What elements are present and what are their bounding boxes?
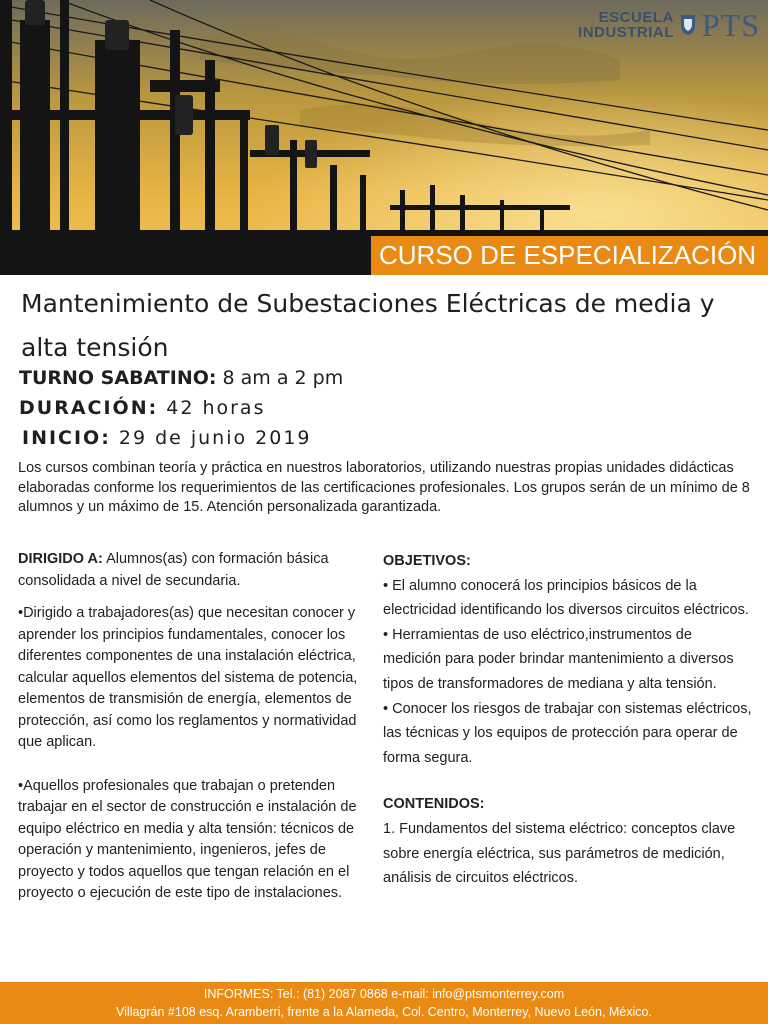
logo-line-industrial: INDUSTRIAL xyxy=(578,24,674,41)
shield-icon xyxy=(680,14,696,36)
schedule-inicio xyxy=(22,427,312,449)
duracion-value: 42 horas xyxy=(158,397,266,419)
contenido-item-1: 1. Fundamentos del sistema eléctrico: conceptos clave sobre energía eléctrica, sus parámetros de medición, análisis de circuitos eléctricos. xyxy=(383,820,736,887)
schedule-duracion xyxy=(19,397,265,419)
course-title: Mantenimiento de Subestaciones Eléctricas de media y alta tensión xyxy=(21,289,715,362)
objetivo-item-1: • El alumno conocerá los principios básicos de la electricidad identificando los diversos circuitos eléctricos. xyxy=(383,577,749,619)
dirigido-section xyxy=(18,549,363,916)
turno-value: 8 am a 2 pm xyxy=(216,367,344,389)
inicio-label: INICIO: xyxy=(22,427,111,449)
intro-paragraph: Los cursos combinan teoría y práctica en nuestros laboratorios, utilizando nuestras propias unidades didácticas elaboradas conforme los requerimientos de las certificaciones profesionales. Los grupos serán de un mínimo de 8 alumnos y un máximo de 15. Atención personalizada garantizada. xyxy=(18,460,750,515)
footer-contact-line: INFORMES: Tel.: (81) 2087 0868 e-mail: info@ptsmonterrey.com xyxy=(203,987,565,1001)
course-type-banner: CURSO DE ESPECIALIZACIÓN xyxy=(371,236,768,275)
logo-brand: PTS xyxy=(701,7,760,43)
logo-line-escuela: ESCUELA xyxy=(598,9,674,26)
substation-photo xyxy=(0,0,768,275)
objetivos-section xyxy=(383,549,753,891)
schedule-turno xyxy=(19,367,343,389)
dirigido-paragraph xyxy=(18,549,363,592)
contenidos-label: CONTENIDOS: xyxy=(383,796,485,813)
objetivos-label: OBJETIVOS: xyxy=(383,553,471,569)
logo-wordmark xyxy=(578,10,674,40)
dirigido-bullet-1: •Dirigido a trabajadores(as) que necesitan conocer y aprender los principios fundamentales, conocer los diferentes componentes de una instalación eléctrica, calcular aquellos elementos del sistema de potencia, elementos de transmisión de energía, elementos de protección, así como los reglamentos y normatividad que aplican. xyxy=(18,605,358,750)
school-logo xyxy=(578,7,760,43)
dirigido-text: Alumnos(as) con formación básica consolidada a nivel de secundaria. xyxy=(18,551,329,589)
footer-address-line: Villagrán #108 esq. Aramberri, frente a la Alameda, Col. Centro, Monterrey, Nuevo León, México. xyxy=(116,1005,652,1019)
turno-label: TURNO SABATINO: xyxy=(19,367,217,389)
duracion-label: DURACIÓN: xyxy=(19,397,159,419)
hero-image xyxy=(0,0,768,275)
inicio-value: 29 de junio 2019 xyxy=(110,427,312,449)
dirigido-bullet-2: •Aquellos profesionales que trabajan o pretenden trabajar en el sector de construcción e instalación de equipo eléctrico en media y alta tensión: técnicos de operación y mantenimiento, ingenieros, jefes de proyecto y todos aquellos que tengan relación en el proyecto o ejecución de este tipo de instalaciones. xyxy=(18,777,357,901)
objetivo-item-3: • Conocer los riesgos de trabajar con sistemas eléctricos, las técnicas y los equipos de protección para operar de forma segura. xyxy=(383,700,752,766)
contact-footer xyxy=(0,982,768,1024)
objetivo-item-2: • Herramientas de uso eléctrico,instrumentos de medición para poder brindar mantenimiento a diversos tipos de transformadores de mediana y alta tensión. xyxy=(383,626,734,692)
dirigido-label: DIRIGIDO A: xyxy=(18,551,103,567)
